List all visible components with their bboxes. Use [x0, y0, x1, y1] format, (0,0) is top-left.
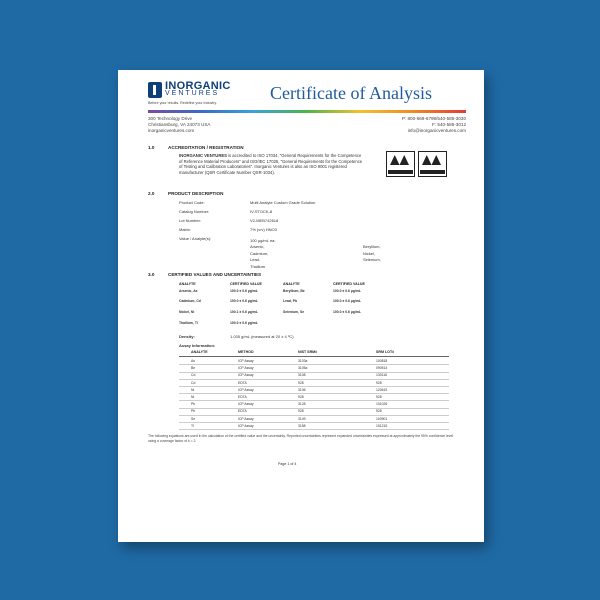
page-number: Page 1 of 4	[278, 462, 297, 466]
cert-analyte: Cadmium, Cd	[179, 299, 201, 303]
assay-nist-srm: 928	[298, 409, 304, 414]
catalog-number-label: Catalog Number:	[179, 209, 210, 214]
assay-analyte: Se	[191, 416, 196, 421]
assay-nist-srm: 928	[298, 380, 304, 385]
row-divider	[179, 379, 449, 380]
row-divider	[179, 408, 449, 409]
assay-method: EDTA	[238, 380, 247, 385]
assay-method: ICP Assay	[238, 416, 254, 421]
assay-nist-srm: 3128	[298, 402, 306, 407]
assay-srm-lot: 928	[376, 409, 382, 414]
assay-method: EDTA	[238, 395, 247, 399]
section-2-title: PRODUCT DESCRIPTION	[168, 191, 224, 196]
cert-analyte: Thallium, Tl	[179, 321, 198, 325]
lot-number-value: V2-MEB742618	[250, 218, 279, 223]
section-1-number: 1.0	[148, 145, 155, 150]
analyte-list-2: Beryllium, Nickel, Selenium,	[363, 244, 381, 263]
assay-analyte: Pb	[191, 402, 196, 407]
analyte-concentration: 100 µg/mL ea:	[250, 238, 276, 243]
assay-method: ICP Assay	[238, 373, 254, 378]
cert-value: 100.0 ± 0.6 µg/mL	[333, 299, 361, 303]
matrix-value: 7% (v/v) HNO3	[250, 227, 277, 232]
cert-header-analyte-2: ANALYTE	[283, 282, 300, 286]
product-code-value: Multi Analyte Custom Grade Solution	[250, 200, 316, 205]
assay-method: EDTA	[238, 409, 247, 414]
header-rule	[148, 110, 466, 113]
section-3-title: CERTIFIED VALUES AND UNCERTAINTIES	[168, 272, 262, 277]
assay-nist-srm: 3158	[298, 423, 306, 428]
logo-icon	[148, 82, 162, 98]
analyte-list-1: Arsenic, Cadmium, Lead, Thallium	[250, 244, 269, 269]
cert-header-analyte: ANALYTE	[179, 282, 196, 286]
assay-analyte: Cd	[191, 380, 196, 385]
matrix-label: Matrix:	[179, 227, 191, 232]
assay-method: ICP Assay	[238, 402, 254, 407]
assay-nist-srm: 3108	[298, 373, 306, 378]
assay-srm-lot: 090514	[376, 366, 388, 371]
assay-srm-lot: 100901	[376, 416, 388, 421]
cert-value: 100.0 ± 0.6 µg/mL	[333, 289, 361, 293]
contact-block: P: 800-669-6799/540-585-3030 F: 540-585-3012 info@inorganicventures.com	[401, 116, 466, 133]
footnote: The following equations are used in the calculation of the certified value and the uncertainty. Reported uncertainties represent expanded uncertainties expressed at approximately the 95% confidence level using a coverage factor of k = 2.	[148, 434, 454, 443]
cert-analyte: Lead, Pb	[283, 299, 298, 303]
assay-title: Assay Information:	[179, 343, 216, 348]
cert-header-value: CERTIFIED VALUE	[230, 282, 262, 286]
address-block: 300 Technology Drive Christiansburg, VA 24073 USA inorganicventures.com	[148, 116, 211, 133]
cert-analyte: Beryllium, Be	[283, 289, 305, 293]
tagline: Before your results. Redefine your industry.	[148, 101, 217, 105]
logo-main: INORGANIC	[165, 80, 231, 92]
row-divider	[179, 393, 449, 394]
cert-analyte: Selenium, Se	[283, 310, 305, 314]
cert-value: 100.1 ± 0.6 µg/mL	[230, 310, 258, 314]
assay-analyte: Ni	[191, 395, 195, 399]
analyte-label: Value / Analyte(s):	[179, 236, 212, 241]
density-label: Density:	[179, 334, 195, 339]
assay-analyte: As	[191, 359, 195, 363]
row-divider	[179, 386, 449, 387]
assay-header-analyte: ANALYTE	[191, 350, 208, 354]
row-divider	[179, 429, 449, 430]
cert-header-value-2: CERTIFIED VALUE	[333, 282, 365, 286]
assay-srm-lot: 151215	[376, 423, 388, 428]
assay-analyte: Ni	[191, 387, 195, 392]
assay-nist-srm: 3136	[298, 387, 306, 392]
assay-method: ICP Assay	[238, 387, 254, 392]
assay-nist-srm: 3149	[298, 416, 306, 421]
assay-srm-lot: 120619	[376, 387, 388, 392]
assay-analyte: Pb	[191, 409, 196, 414]
accreditation-badge-icon	[386, 151, 415, 177]
assay-srm-lot: 130116	[376, 373, 388, 378]
assay-srm-lot: 101026	[376, 402, 388, 407]
certificate-page	[118, 70, 484, 542]
cert-value: 100.0 ± 0.6 µg/mL	[230, 299, 258, 303]
cert-analyte: Nickel, Ni	[179, 310, 195, 314]
section-2-number: 2.0	[148, 191, 155, 196]
catalog-number-value: IV-STOCK-8	[250, 209, 273, 214]
assay-header-lot: SRM LOT#	[376, 350, 395, 354]
assay-srm-lot: 928	[376, 395, 382, 399]
page-title: Certificate of Analysis	[270, 83, 432, 103]
assay-analyte: Be	[191, 366, 196, 371]
assay-analyte: Cd	[191, 373, 196, 378]
cert-value: 100.0 ± 0.6 µg/mL	[333, 310, 361, 314]
assay-method: ICP Assay	[238, 423, 254, 428]
accreditation-badge-icon	[418, 151, 447, 177]
assay-method: ICP Assay	[238, 366, 254, 371]
section-3-number: 3.0	[148, 272, 155, 277]
assay-header-method: METHOD	[238, 350, 254, 354]
assay-analyte: Tl	[191, 423, 194, 428]
assay-nist-srm: 3105a	[298, 366, 308, 371]
row-divider	[179, 364, 449, 365]
cert-analyte: Arsenic, As	[179, 289, 198, 293]
row-divider	[179, 400, 449, 401]
section-1-title: ACCREDITATION / REGISTRATION	[168, 145, 244, 150]
cert-value: 100.0 ± 0.6 µg/mL	[230, 289, 258, 293]
assay-srm-lot: 928	[376, 380, 382, 385]
lot-number-label: Lot Number:	[179, 218, 202, 223]
assay-header-nist: NIST SRM#	[298, 350, 318, 354]
logo-sub: VENTURES	[165, 90, 220, 97]
assay-method: ICP Assay	[238, 359, 254, 363]
cert-value: 100.0 ± 0.6 µg/mL	[230, 321, 258, 325]
assay-nist-srm: 928	[298, 395, 304, 399]
assay-nist-srm: 3103a	[298, 359, 308, 363]
accreditation-text: INORGANIC VENTURES is accredited to ISO 17034, "General Requirements for the Competence of Reference Material Producers" and ISO/IEC 17025, "General Requirements for the Competence of Testing and Calibration Laboratories". Inorganic Ventures is also an ISO 9001 registered manufacturer (QSR Certificate Number QSR-1034).	[179, 153, 363, 175]
density-value: 1.035 g/mL (measured at 20 ± 4 ºC)	[230, 334, 294, 339]
row-divider	[179, 372, 449, 373]
assay-srm-lot: 100818	[376, 359, 388, 363]
row-divider	[179, 422, 449, 423]
product-code-label: Product Code:	[179, 200, 205, 205]
assay-header-rule	[179, 356, 449, 357]
row-divider	[179, 415, 449, 416]
